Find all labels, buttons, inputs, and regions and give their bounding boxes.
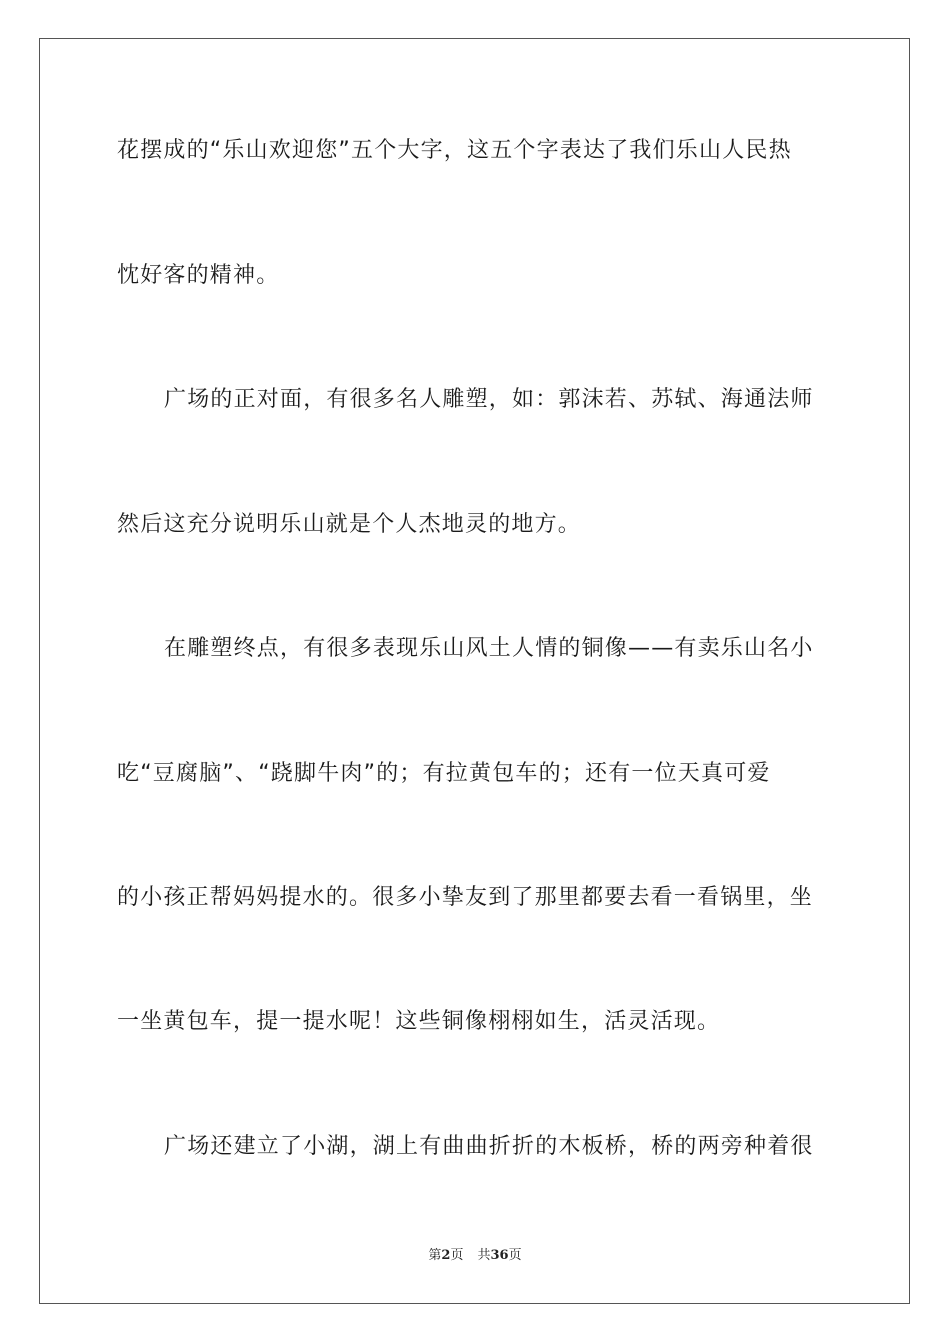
text-line: 忱好客的精神。 bbox=[117, 263, 280, 288]
page-footer bbox=[0, 1247, 950, 1265]
page-border bbox=[39, 38, 910, 1304]
text-line: 的小孩正帮妈妈提水的。很多小挚友到了那里都要去看一看锅里，坐 bbox=[117, 885, 814, 910]
text-line: 一坐黄包车，提一提水呢！这些铜像栩栩如生，活灵活现。 bbox=[117, 1009, 721, 1034]
page-prefix: 第 bbox=[428, 1248, 442, 1263]
text-line: 吃“豆腐脑”、“跷脚牛肉”的；有拉黄包车的；还有一位天真可爱 bbox=[117, 761, 771, 786]
text-line: 广场还建立了小湖，湖上有曲曲折折的木板桥，桥的两旁种着很 bbox=[164, 1134, 814, 1159]
text-line: 花摆成的“乐山欢迎您”五个大字，这五个字表达了我们乐山人民热 bbox=[117, 138, 792, 163]
total-prefix: 共 bbox=[477, 1248, 491, 1263]
page-suffix: 页 bbox=[450, 1248, 464, 1263]
text-line: 然后这充分说明乐山就是个人杰地灵的地方。 bbox=[117, 512, 582, 537]
total-suffix: 页 bbox=[508, 1248, 522, 1263]
total-pages: 36 bbox=[490, 1248, 509, 1263]
page-number: 2 bbox=[441, 1248, 451, 1263]
text-line: 广场的正对面，有很多名人雕塑，如：郭沫若、苏轼、海通法师 bbox=[164, 387, 814, 412]
text-line: 在雕塑终点，有很多表现乐山风土人情的铜像——有卖乐山名小 bbox=[164, 636, 814, 661]
